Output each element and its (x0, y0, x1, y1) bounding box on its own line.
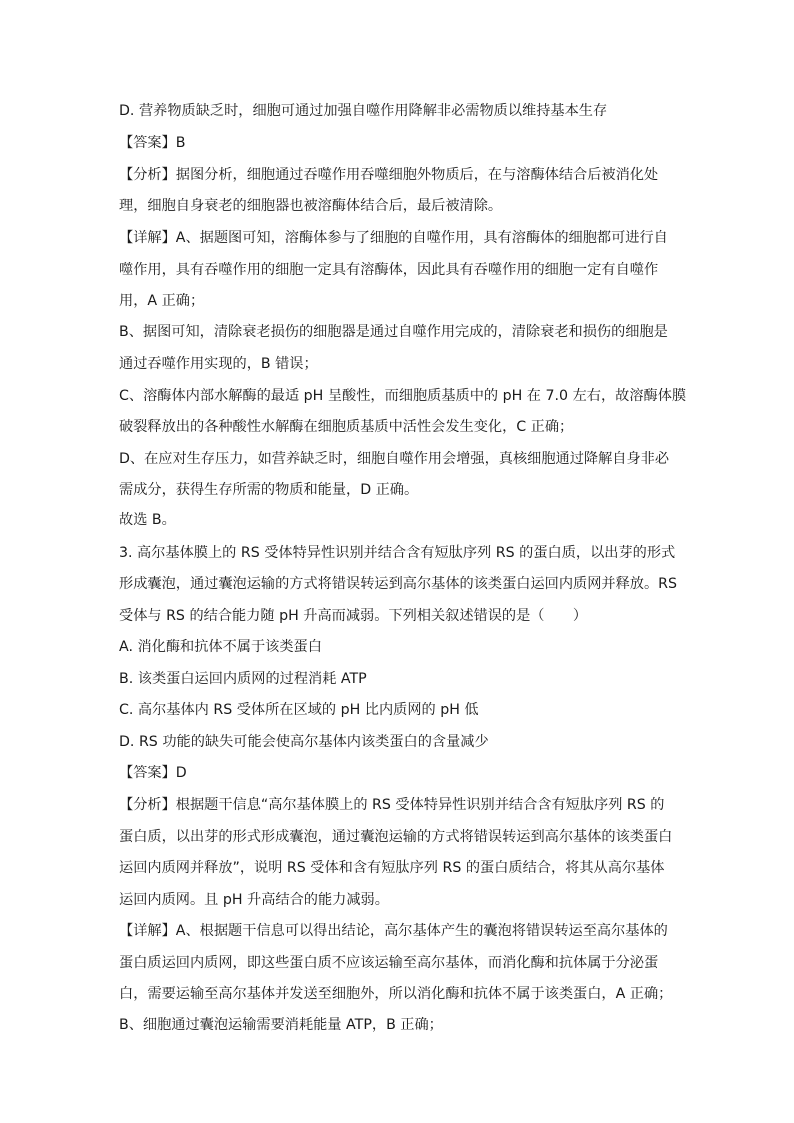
explanation-d-line-1: D、在应对生存压力，如营养缺乏时，细胞自噬作用会增强，真核细胞通过降解自身非必 (119, 451, 670, 467)
explanation-line-1: 【详解】A、据题图可知，溶酶体参与了细胞的自噬作用，具有溶酶体的细胞都可进行自 (119, 230, 668, 246)
option-d: D. RS 功能的缺失可能会使高尔基体内该类蛋白的含量减少 (119, 734, 489, 750)
explanation-2-b: B、细胞通过囊泡运输需要消耗能量 ATP，B 正确； (119, 1017, 443, 1033)
explanation-2-line-3: 白，需要运输至高尔基体并发送至细胞外，所以消化酶和抗体不属于该类蛋白，A 正确； (119, 986, 673, 1002)
explanation-line-3: 用，A 正确； (119, 293, 205, 309)
question-3-line-2: 形成囊泡，通过囊泡运输的方式将错误转运到高尔基体的该类蛋白运回内质网并释放。RS (119, 576, 677, 592)
option-d-previous: D. 营养物质缺乏时，细胞可通过加强自噬作用降解非必需物质以维持基本生存 (119, 103, 608, 119)
option-c: C. 高尔基体内 RS 受体所在区域的 pH 比内质网的 pH 低 (119, 702, 479, 718)
option-b: B. 该类蛋白运回内质网的过程消耗 ATP (119, 671, 367, 687)
explanation-line-2: 噬作用，具有吞噬作用的细胞一定具有溶酶体，因此具有吞噬作用的细胞一定有自噬作 (119, 262, 659, 278)
explanation-2-line-1: 【详解】A、根据题干信息可以得出结论，高尔基体产生的囊泡将错误转运至高尔基体的 (119, 923, 668, 939)
answer-label-2: 【答案】D (119, 765, 187, 781)
question-3-line-1: 3. 高尔基体膜上的 RS 受体特异性识别并结合含有短肽序列 RS 的蛋白质，以出芽的形式 (119, 545, 676, 561)
analysis-2-line-2: 蛋白质，以出芽的形式形成囊泡，通过囊泡运输的方式将错误转运到高尔基体的该类蛋白 (119, 829, 673, 845)
explanation-b-line-2: 通过吞噬作用实现的，B 错误； (119, 356, 318, 372)
analysis-line-1: 【分析】据图分析，细胞通过吞噬作用吞噬细胞外物质后，在与溶酶体结合后被消化处 (119, 167, 659, 183)
explanation-c-line-2: 破裂释放出的各种酸性水解酶在细胞质基质中活性会发生变化，C 正确； (119, 419, 574, 435)
explanation-b-line-1: B、据图可知，清除衰老损伤的细胞器是通过自噬作用完成的，清除衰老和损伤的细胞是 (119, 324, 668, 340)
explanation-d-line-2: 需成分，获得生存所需的物质和能量，D 正确。 (119, 482, 419, 498)
choice-summary: 故选 B。 (119, 512, 176, 528)
option-a: A. 消化酶和抗体不属于该类蛋白 (119, 639, 322, 655)
analysis-2-line-3: 运回内质网并释放”，说明 RS 受体和含有短肽序列 RS 的蛋白质结合，将其从高尔基体 (119, 860, 665, 876)
answer-label: 【答案】B (119, 135, 186, 151)
explanation-2-line-2: 蛋白质运回内质网，即这些蛋白质不应该运输至高尔基体，而消化酶和抗体属于分泌蛋 (119, 955, 659, 971)
question-3-line-3: 受体与 RS 的结合能力随 pH 升高而减弱。下列相关叙述错误的是（ ） (119, 608, 588, 624)
analysis-line-2: 理，细胞自身衰老的细胞器也被溶酶体结合后，最后被清除。 (119, 198, 503, 214)
analysis-2-line-4: 运回内质网。且 pH 升高结合的能力减弱。 (119, 892, 389, 908)
explanation-c-line-1: C、溶酶体内部水解酶的最适 pH 呈酸性，而细胞质基质中的 pH 在 7.0 左右，故溶酶体膜 (119, 388, 687, 404)
analysis-2-line-1: 【分析】根据题干信息“高尔基体膜上的 RS 受体特异性识别并结合含有短肽序列 RS 的 (119, 797, 665, 813)
